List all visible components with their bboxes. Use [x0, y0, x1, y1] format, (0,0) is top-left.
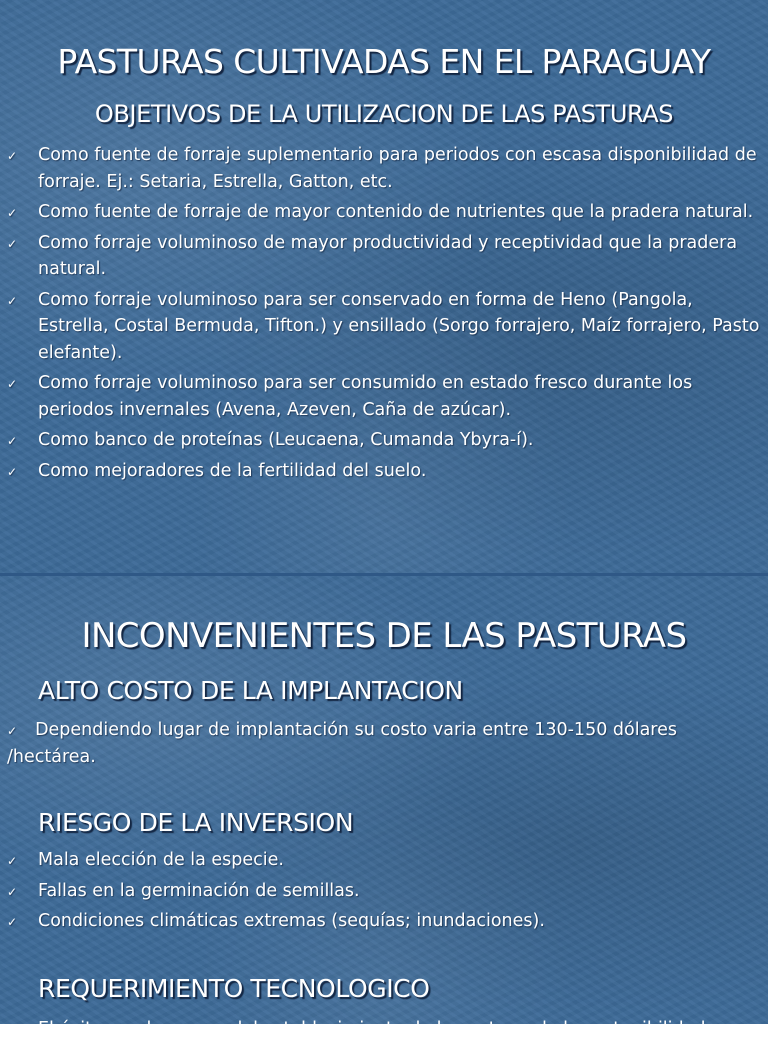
- list-item: [0, 230, 760, 283]
- requerimiento-text: El éxito en el proceso del establecimiento de la pastura, de la sostenibilidad: [38, 1019, 706, 1039]
- objetivos-list: [0, 142, 760, 488]
- list-item-text: Como mejoradores de la fertilidad del suelo.: [38, 460, 427, 481]
- list-item: [0, 370, 760, 423]
- check-mark-icon: ✓: [7, 724, 18, 738]
- slide-title: INCONVENIENTES DE LAS PASTURAS: [81, 616, 687, 656]
- check-mark-icon: ✓: [7, 434, 18, 448]
- list-item: [0, 427, 760, 454]
- list-item: [0, 199, 760, 226]
- check-mark-icon: ✓: [7, 236, 18, 251]
- check-mark-icon: ✓: [7, 464, 18, 479]
- list-item: [0, 847, 740, 874]
- riesgo-list: [0, 847, 740, 939]
- check-mark-icon: ✓: [7, 206, 18, 220]
- list-item: [0, 287, 760, 367]
- list-item-text: Mala elección de la especie.: [38, 850, 284, 870]
- section-heading-requerimiento: REQUERIMIENTO TECNOLOGICO: [38, 974, 430, 1003]
- list-item: [0, 878, 740, 905]
- section-heading-alto-costo: ALTO COSTO DE LA IMPLANTACION: [38, 676, 463, 705]
- list-item: [0, 908, 740, 935]
- list-item-text: Como fuente de forraje suplementario para periodos con escasa disponibilidad de forraje. Ej.: Setaria, Estrella, Gatton, etc.: [38, 145, 757, 192]
- slide-title: PASTURAS CULTIVADAS EN EL PARAGUAY: [57, 42, 711, 81]
- list-item-text: Condiciones climáticas extremas (sequías; inundaciones).: [38, 911, 545, 931]
- check-mark-icon: ✓: [7, 377, 18, 391]
- check-mark-icon: ✓: [7, 884, 18, 899]
- check-mark-icon: ✓: [7, 149, 18, 163]
- list-item-text: Como forraje voluminoso de mayor productividad y receptividad que la pradera natural.: [38, 232, 738, 279]
- section-heading-riesgo: RIESGO DE LA INVERSION: [38, 808, 354, 837]
- list-item: [0, 142, 760, 195]
- list-item-text: Como fuente de forraje de mayor contenido de nutrientes que la pradera natural.: [38, 202, 754, 222]
- list-item: [0, 458, 760, 485]
- list-item-text: Como forraje voluminoso para ser conservado en forma de Heno (Pangola, Estrella, Costal Bermuda, Tifton.) y ensillado (Sorgo forrajero, Maíz forrajero, Pasto elefante).: [38, 289, 760, 363]
- alto-costo-text: [7, 717, 747, 770]
- slide-subtitle: OBJETIVOS DE LA UTILIZACION DE LAS PASTURAS: [94, 100, 674, 128]
- list-item-text: Fallas en la germinación de semillas.: [38, 880, 360, 901]
- check-mark-icon: ✓: [7, 915, 18, 929]
- check-mark-icon: ✓: [7, 293, 18, 308]
- alto-costo-text-content: Dependiendo lugar de implantación su costo varia entre 130-150 dólares /hectárea.: [7, 720, 677, 767]
- list-item-text: Como forraje voluminoso para ser consumido en estado fresco durante los periodos invernales (Avena, Azeven, Caña de azúcar).: [38, 373, 693, 420]
- check-mark-icon: ✓: [7, 854, 18, 868]
- slide-inconvenientes: [0, 576, 768, 1039]
- list-item-text: Como banco de proteínas (Leucaena, Cumanda Ybyra-í).: [38, 430, 534, 450]
